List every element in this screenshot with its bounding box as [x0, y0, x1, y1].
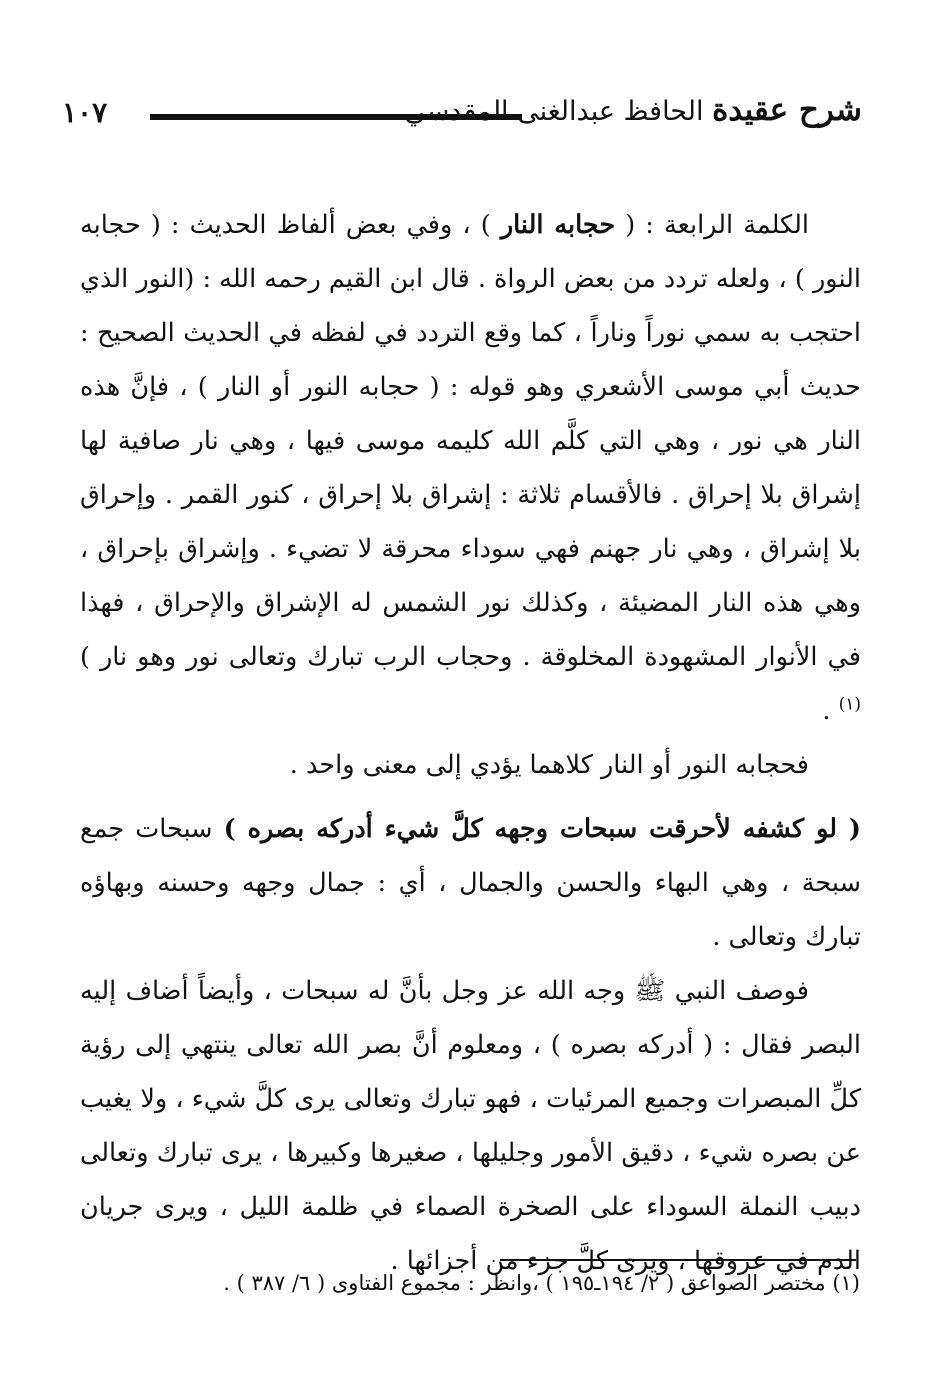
paragraph-gap — [80, 792, 861, 802]
paragraph-p1 — [80, 198, 861, 738]
text-run: . — [822, 696, 839, 726]
running-title — [404, 92, 862, 128]
bold-phrase: ( لو كشفه لأحرقت سبحات وجهه كلَّ شيء أدركه بصره ) — [223, 814, 861, 844]
text-run: ) ، وفي بعض ألفاظ الحديث : ( حجابه النور ) ، ولعله تردد من بعض الرواة . قال ابن القيم رحمه الله : (النور الذي احتجب به سمي نوراً وناراً ، كما وقع التردد في لفظه في الحديث الصحيح : حديث أبي موسى الأشعري وهو قوله : ( حجابه النور أو النار ) ، فإنَّ هذه النار هي نور ، وهي التي كلَّم الله كليمه موسى فيها ، وهي نار صافية لها إشراق بلا إحراق . فالأقسام ثلاثة : إشراق بلا إحراق ، كنور القمر . وإحراق بلا إشراق ، وهي نار جهنم فهي سوداء محرقة لا تضيء . وإشراق بإحراق ، وهي هذه النار المضيئة ، وكذلك نور الشمس له الإشراق والإحراق ، فهذا في الأنوار المشهودة المخلوقة . وحجاب الرب تبارك وتعالى نور وهو نار ) — [80, 210, 861, 672]
running-header — [62, 92, 862, 140]
main-text — [80, 198, 861, 1288]
page-number: ١٠٧ — [62, 96, 108, 129]
running-title-rest: الحافظ عبدالغنى المقدسي — [404, 96, 704, 127]
text-run: فحجابه النور أو النار كلاهما يؤدي إلى معنى واحد . — [289, 750, 809, 780]
running-title-bold: شرح عقيدة — [712, 92, 862, 128]
bold-phrase: حجابه النار — [500, 210, 616, 240]
footnote: (١) مختصر الصواعق ( ٢/ ١٩٤ـ١٩٥ ) ،وانظر : مجموع الفتاوى ( ٦/ ٣٨٧ ) . — [223, 1271, 860, 1295]
footnote-rule — [500, 1259, 856, 1261]
paragraph-p4 — [80, 964, 861, 1288]
text-run: سبحات جمع سبحة ، وهي البهاء والحسن والجمال ، أي : جمال وجهه وحسنه وبهاؤه تبارك وتعالى . — [80, 814, 861, 952]
text-run: فوصف النبي ﷺ وجه الله عز وجل بأنَّ له سبحات ، وأيضاً أضاف إليه البصر فقال : ( أدركه بصره ) ، ومعلوم أنَّ بصر الله تعالى ينتهي إلى رؤية كلِّ المبصرات وجميع المرئيات ، فهو تبارك وتعالى يرى كلَّ شيء ، ولا يغيب عن بصره شيء ، دقيق الأمور وجليلها ، صغيرها وكبيرها ، يرى تبارك وتعالى دبيب النملة السوداء على الصخرة الصماء في ظلمة الليل ، ويرى جريان الدم في عروقها ، ويرى كلَّ جزء من أجزائها . — [80, 976, 861, 1276]
text-run: الكلمة الرابعة : ( — [615, 210, 809, 240]
footnote-ref: (١) — [838, 694, 861, 715]
paragraph-p2 — [80, 738, 861, 792]
paragraph-p3 — [80, 802, 861, 964]
